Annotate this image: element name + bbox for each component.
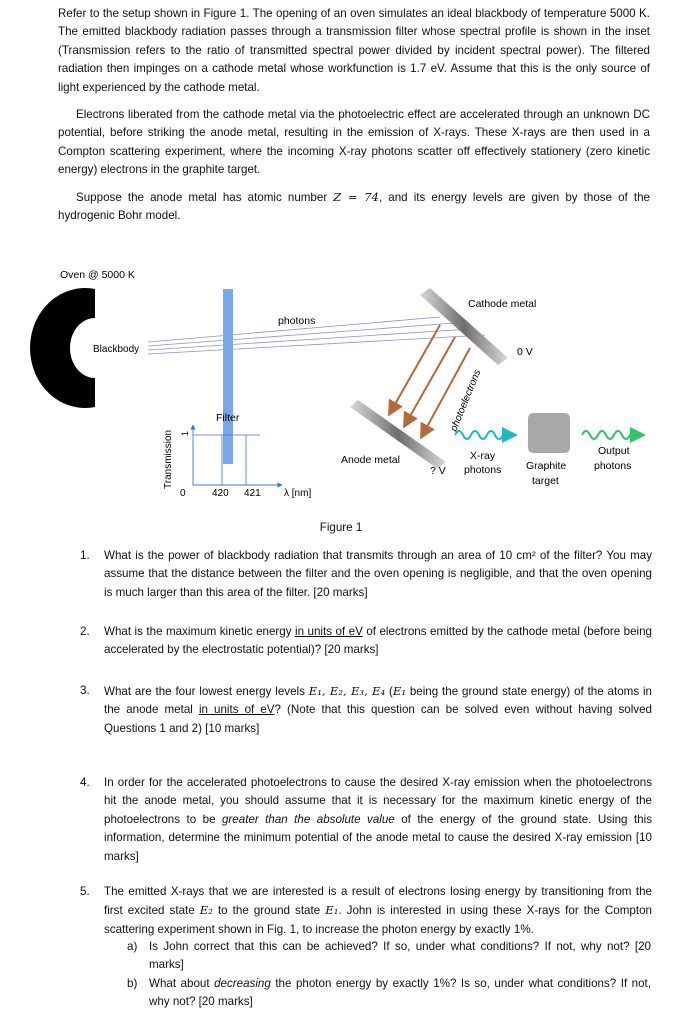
question-5a <box>127 938 651 975</box>
blackbody-label: Blackbody <box>93 344 140 355</box>
intro-p3-pre: Suppose the anode metal has atomic number <box>76 191 334 204</box>
q2-post: of electrons emitted by the cathode metal (before being accelerated by the electrostatic potential)? [20 marks] <box>104 625 653 657</box>
question-4 <box>80 774 652 866</box>
unknown-voltage-label: ? V <box>430 465 446 477</box>
q5b-pre: What about <box>149 977 215 990</box>
q5b-post: the photon energy by exactly 1%? Is so, under what conditions? If not, why not? [20 marks] <box>149 977 652 1009</box>
photoelectrons-label: photoelectrons <box>448 368 484 434</box>
intro-paragraph-3 <box>58 188 650 226</box>
xray-wave <box>455 431 512 439</box>
xray-label-2: photons <box>464 464 502 476</box>
inset-y-tick-0: 0 <box>180 488 186 499</box>
filter-bar <box>223 289 233 464</box>
question-3-number: 3. <box>80 684 90 697</box>
question-5 <box>80 883 652 939</box>
q2-units-underlined: in units of eV <box>295 625 363 638</box>
intro-p3-post: , and its energy levels are given by those of the hydrogenic Bohr model. <box>58 191 650 223</box>
cathode-label: Cathode metal <box>468 298 537 310</box>
q3-energy-levels-math: E₁, E₂, E₃, E₄ <box>308 684 386 698</box>
anode-label: Anode metal <box>341 454 400 466</box>
inset-x-tick-420: 420 <box>212 488 229 499</box>
question-5b <box>127 975 651 1012</box>
graphite-target <box>528 413 570 453</box>
question-1 <box>80 547 652 602</box>
filter-label: Filter <box>216 412 240 424</box>
output-label-2: photons <box>594 460 632 472</box>
question-4-text <box>104 774 652 866</box>
question-3 <box>80 682 652 738</box>
question-3-text <box>104 682 652 738</box>
q5-ground-state-math: E₁ <box>325 903 339 918</box>
oven-label: Oven @ 5000 K <box>60 269 135 281</box>
q5-excited-state-math: E₂ <box>199 903 213 918</box>
q3-pre: What are the four lowest energy levels <box>104 685 309 698</box>
question-4-number: 4. <box>80 776 90 789</box>
q2-pre: What is the maximum kinetic energy <box>104 625 296 638</box>
q4-emphasis: greater than the absolute value <box>221 812 395 826</box>
q3-units-underlined: in units of eV <box>198 703 275 717</box>
intro-paragraph-1: Refer to the setup shown in Figure 1. The opening of an oven simulates an ideal blackbody of temperature 5000 K. The emitted blackbody radiation passes through a transmission filter whose spectral profile is shown in the inset (Transmission refers to the ratio of transmitted spectral power divided by incident spectral power). The filtered radiation then impinges on a cathode metal whose workfunction is 1.7 eV. Assume that this is the only source of light experienced by the cathode metal. <box>58 7 650 94</box>
inset-y-tick-1: 1 <box>180 430 190 436</box>
q5-mid: to the ground state <box>212 904 326 918</box>
output-label-1: Output <box>598 445 630 457</box>
q5b-emphasis: decreasing <box>214 977 271 990</box>
q3-mid2: being the ground state energy) of the atoms in the anode metal <box>104 685 652 717</box>
figure-caption: Figure 1 <box>319 521 363 534</box>
photons-label: photons <box>278 315 316 327</box>
inset-xlabel: λ [nm] <box>284 488 312 499</box>
question-2 <box>80 623 652 660</box>
q4-pre: In order for the accelerated photoelectrons to cause the desired X-ray emission when the photoelectrons hit the anode metal, you should assume that it is necessary for the maximum kinetic energy of the photoelectrons to be <box>104 776 652 826</box>
blackbody-oven-shape <box>30 288 95 408</box>
figure-1-diagram <box>0 255 682 510</box>
q5-post: . John is interested in using these X-rays for the Compton scattering experiment shown in Fig. 1, to increase the photon energy by exactly 1%. <box>104 904 652 936</box>
question-1-text: What is the power of blackbody radiation that transmits through an area of 10 cm² of the filter? You may assume that the distance between the filter and the oven opening is negligible, and that the oven opening is much larger than this area of the filter. [20 marks] <box>104 549 652 599</box>
intro-paragraph-2-text: Electrons liberated from the cathode metal via the photoelectric effect are accelerated through an unknown DC potential, before striking the anode metal, resulting in the emission of X-rays. These X-rays are then used in a Compton scattering experiment, where the incoming X-ray photons scatter off effectively stationery (zero kinetic energy) electrons in the graphite target. <box>58 108 650 177</box>
question-5-text <box>104 883 652 939</box>
question-5a-text: Is John correct that this can be achieved? If so, under what conditions? If not, why not? [20 marks] <box>149 940 651 972</box>
question-5b-text <box>149 975 651 1012</box>
question-2-text <box>104 623 652 660</box>
question-5b-label: b) <box>127 977 138 990</box>
question-5-number: 5. <box>80 885 90 898</box>
intro-paragraph-2 <box>58 106 650 180</box>
inset-ylabel: Transmission <box>163 429 174 489</box>
q3-mid: ( <box>385 685 393 698</box>
graphite-label-2: target <box>532 475 559 487</box>
q3-ground-state-math: E₁ <box>392 684 406 698</box>
graphite-label-1: Graphite <box>526 460 567 472</box>
zero-volt-label: 0 V <box>517 346 533 358</box>
question-5a-label: a) <box>127 940 138 953</box>
q4-post: of the energy of the ground state. Using this information, determine the minimum potential of the anode metal to cause the desired X-ray emission [10 marks] <box>104 812 652 863</box>
atomic-number-math: Z = 74 <box>333 190 379 204</box>
transmission-inset <box>163 427 311 499</box>
inset-x-tick-421: 421 <box>244 488 261 499</box>
q5-pre: The emitted X-rays that we are interested is a result of electrons losing energy by transitioning from the first excited state <box>104 885 652 918</box>
q3-post: ? (Note that this question can be solved even without having solved Questions 1 and 2) [10 marks] <box>104 703 653 735</box>
xray-label-1: X-ray <box>470 450 496 462</box>
question-1-number: 1. <box>80 549 90 562</box>
output-wave <box>582 431 640 439</box>
question-2-number: 2. <box>80 625 90 638</box>
